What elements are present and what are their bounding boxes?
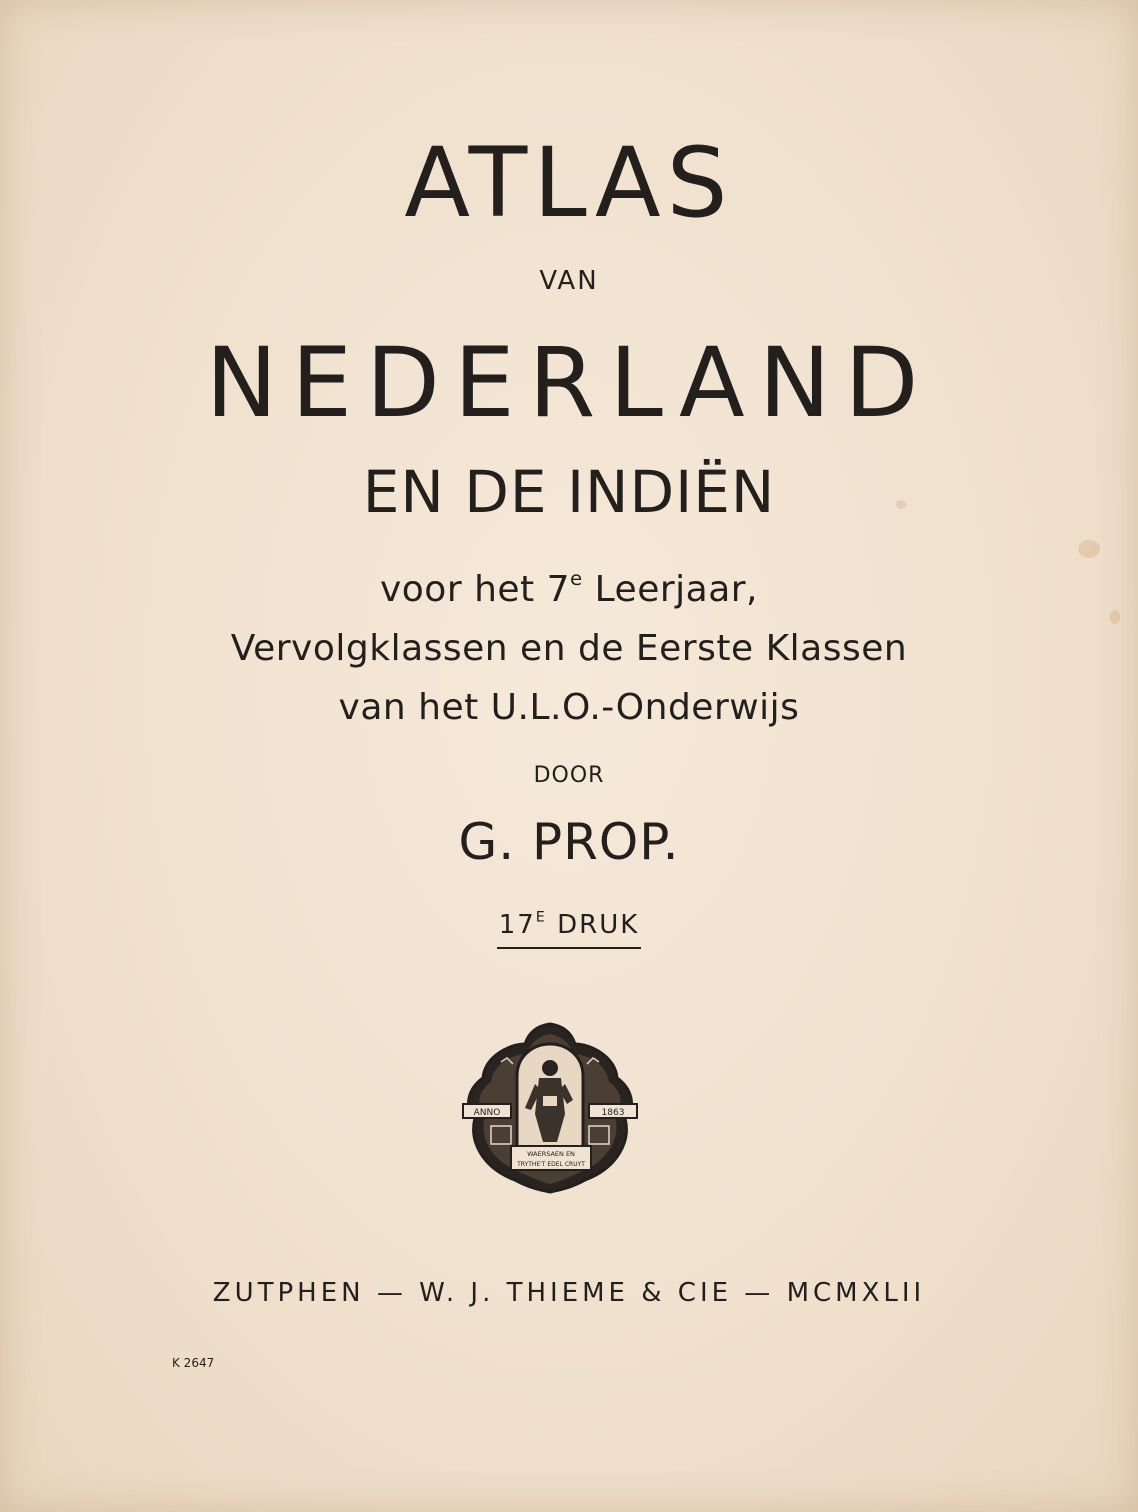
seal-text-right: 1863 <box>601 1108 625 1118</box>
publisher-imprint: ZUTPHEN — W. J. THIEME & CIE — MCMXLII <box>212 1278 926 1308</box>
title-en-de-indien: EN DE INDIËN <box>362 458 776 526</box>
edition-number: 17 <box>498 910 536 940</box>
edition-superscript: E <box>535 909 547 926</box>
title-atlas: ATLAS <box>404 127 734 239</box>
seal-motto-line-1: WAERSAEN EN <box>527 1150 575 1158</box>
seal-text-left: ANNO <box>473 1108 501 1118</box>
byline-label: DOOR <box>533 763 605 788</box>
foxing-stain <box>1078 540 1100 558</box>
subtitle-line-3: van het U.L.O.-Onderwijs <box>338 687 800 728</box>
subtitle-line-1-superscript: e <box>570 567 583 591</box>
catalog-code: K 2647 <box>172 1356 215 1370</box>
subtitle-line-1-prefix: voor het 7 <box>379 569 570 610</box>
subtitle-line-2: Vervolgklassen en de Eerste Klassen <box>230 628 908 669</box>
subtitle-line-1-suffix: Leerjaar, <box>582 569 759 610</box>
author-name: G. PROP. <box>458 813 680 871</box>
title-nederland: NEDERLAND <box>205 327 933 439</box>
edition-text: DRUK <box>546 910 640 940</box>
foxing-stain <box>1110 610 1120 624</box>
title-van: VAN <box>539 266 599 296</box>
publisher-seal-icon <box>455 1018 645 1194</box>
edition-block <box>0 910 1138 949</box>
edition-label <box>497 910 642 949</box>
seal-motto-line-2: TRYTHE'T EDEL CRUYT <box>517 1161 585 1168</box>
subtitle-line-1 <box>0 567 1138 610</box>
